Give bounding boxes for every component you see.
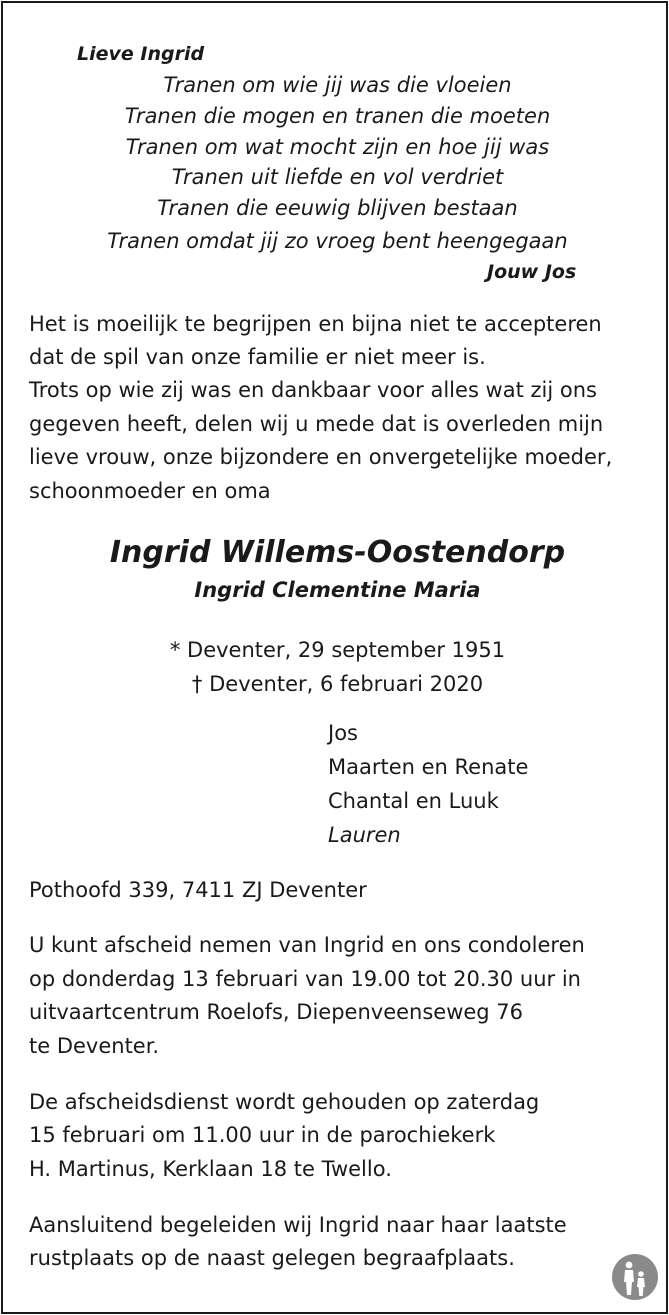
service-line: 15 februari om 11.00 uur in de parochiekerk [29,1123,496,1147]
family-figures-logo-icon [612,1254,658,1300]
poem-greeting: Lieve Ingrid [77,43,205,65]
intro-line: Trots op wie zij was en dankbaar voor alles wat zij ons [29,378,597,402]
poem-signature: Jouw Jos [487,261,577,283]
condolence-line: te Deventer. [29,1034,160,1058]
intro-line: schoonmoeder en oma [29,479,271,503]
family-member: Lauren [328,823,401,847]
intro-line: dat de spil van onze familie er niet meer is. [29,345,486,369]
poem-line: Tranen die eeuwig blijven bestaan [157,196,518,220]
poem-line: Tranen omdat jij zo vroeg bent heengegaan [107,229,568,253]
burial-line: Aansluitend begeleiden wij Ingrid naar haar laatste [29,1213,567,1237]
death-date: † Deventer, 6 februari 2020 [191,672,484,696]
family-member: Jos [328,721,358,745]
intro-line: Het is moeilijk te begrijpen en bijna niet te accepteren [29,312,602,336]
service-line: De afscheidsdienst wordt gehouden op zaterdag [29,1090,540,1114]
poem-line: Tranen om wie jij was die vloeien [163,73,512,97]
intro-line: gegeven heeft, delen wij u mede dat is overleden mijn [29,412,604,436]
obituary-card [1,1,668,1314]
deceased-full-names: Ingrid Clementine Maria [194,578,481,602]
condolence-line: op donderdag 13 februari van 19.00 tot 20.30 uur in [29,967,581,991]
service-line: H. Martinus, Kerklaan 18 te Twello. [29,1157,392,1181]
deceased-name: Ingrid Willems-Oostendorp [109,535,566,570]
address: Pothoofd 339, 7411 ZJ Deventer [29,878,367,902]
family-member: Maarten en Renate [328,755,529,779]
poem-line: Tranen om wat mocht zijn en hoe jij was [125,135,550,159]
burial-line: rustplaats op de naast gelegen begraafplaats. [29,1246,515,1270]
family-member: Chantal en Luuk [328,789,499,813]
intro-line: lieve vrouw, onze bijzondere en onvergetelijke moeder, [29,445,613,469]
poem-line: Tranen uit liefde en vol verdriet [171,165,504,189]
condolence-line: uitvaartcentrum Roelofs, Diepenveenseweg 76 [29,1000,524,1024]
birth-date: * Deventer, 29 september 1951 [169,638,506,662]
poem-line: Tranen die mogen en tranen die moeten [124,104,551,128]
condolence-line: U kunt afscheid nemen van Ingrid en ons condoleren [29,933,585,957]
